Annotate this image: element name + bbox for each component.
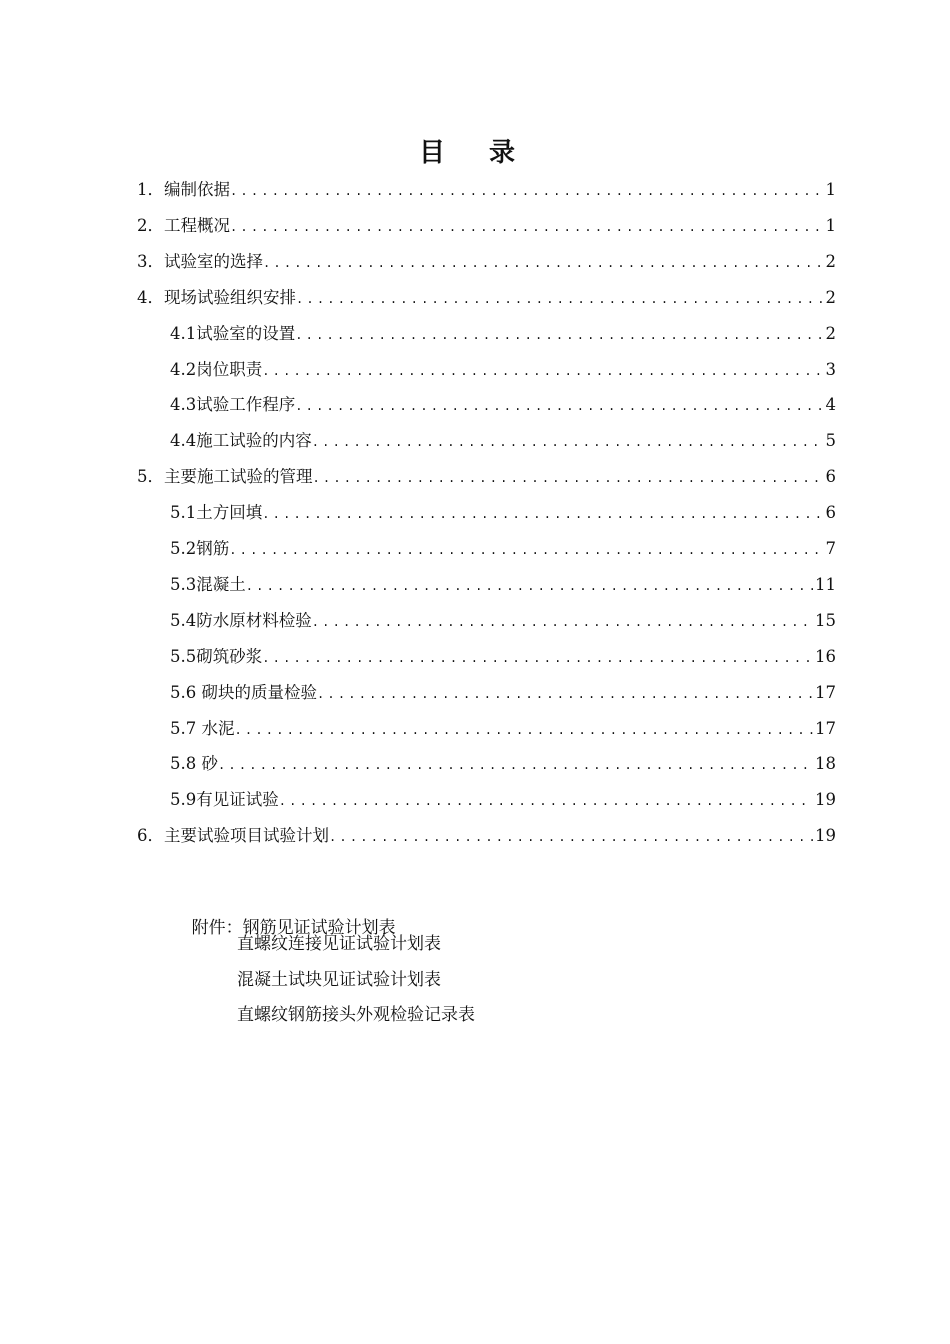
toc-entry[interactable] xyxy=(137,244,836,280)
toc-leader-dots xyxy=(229,532,823,568)
toc-entry-label: 水泥 xyxy=(196,718,235,738)
toc-leader-dots xyxy=(262,353,823,389)
toc-entry-label: 混凝土 xyxy=(196,574,246,594)
toc-leader-dots xyxy=(263,245,824,281)
toc-entry-number: 4.4 xyxy=(170,431,197,451)
toc-entry-label: 试验室的设置 xyxy=(196,323,296,343)
attachment-prefix: 附件： xyxy=(191,918,243,938)
toc-leader-dots xyxy=(279,783,813,819)
toc-leader-dots xyxy=(295,388,823,424)
toc-entry[interactable] xyxy=(170,531,836,567)
toc-entry[interactable] xyxy=(170,352,836,388)
toc-leader-dots xyxy=(313,460,824,496)
toc-entry[interactable] xyxy=(170,603,836,639)
toc-leader-dots xyxy=(317,676,813,712)
toc-entry-number: 5.1 xyxy=(170,503,197,523)
toc-entry-number: 5.3 xyxy=(170,574,197,594)
toc-entry[interactable] xyxy=(170,639,836,675)
toc-entry-page: 6 xyxy=(825,503,836,523)
toc-leader-dots xyxy=(312,424,824,460)
toc-entry-page: 7 xyxy=(825,539,836,558)
toc-leader-dots xyxy=(329,819,813,855)
toc-entry[interactable] xyxy=(170,387,836,423)
toc-entry-page: 18 xyxy=(815,754,836,774)
toc-entry-page: 15 xyxy=(815,610,836,630)
toc-leader-dots xyxy=(312,604,813,640)
toc-entry[interactable] xyxy=(170,782,836,818)
toc-entry-number: 3． xyxy=(137,251,164,271)
toc-entry-number: 5． xyxy=(137,467,164,487)
toc-entry-label: 主要试验项目试验计划 xyxy=(164,826,329,846)
toc-entry-page: 17 xyxy=(815,682,836,702)
toc-entry-label: 钢筋 xyxy=(196,539,230,558)
toc-entry-page: 1 xyxy=(825,215,836,235)
toc-leader-dots xyxy=(296,281,824,317)
toc-entry-label: 施工试验的内容 xyxy=(196,431,312,451)
toc-entry-label: 砂 xyxy=(196,754,218,774)
page-title: 目录 xyxy=(418,138,559,168)
toc-leader-dots xyxy=(295,317,823,353)
toc-entry-page: 3 xyxy=(825,359,836,379)
toc-entry[interactable] xyxy=(170,746,836,782)
toc-entry-page: 2 xyxy=(825,287,836,307)
toc-entry-page: 1 xyxy=(825,180,836,199)
toc-leader-dots xyxy=(230,209,824,245)
toc-entry-label: 试验工作程序 xyxy=(196,395,296,415)
toc-entry-page: 2 xyxy=(825,323,836,343)
toc-entry-page: 4 xyxy=(825,395,836,415)
toc-entry[interactable] xyxy=(170,316,836,352)
toc-entry-number: 5.5 xyxy=(170,646,197,666)
toc-entry-number: 4． xyxy=(137,287,164,307)
toc-leader-dots xyxy=(262,496,823,532)
toc-entry-number: 2． xyxy=(137,215,164,235)
toc-entry-label: 有见证试验 xyxy=(196,790,279,810)
toc-entry-page: 11 xyxy=(815,574,836,594)
toc-entry-label: 土方回填 xyxy=(196,503,263,523)
toc-entry-number: 5.9 xyxy=(170,790,197,810)
toc-entry-label: 岗位职责 xyxy=(196,359,263,379)
toc-entry[interactable] xyxy=(170,495,836,531)
toc-entry-page: 19 xyxy=(815,826,836,846)
toc-entry-number: 4.1 xyxy=(170,323,197,343)
toc-entry[interactable] xyxy=(137,459,836,495)
toc-entry-page: 2 xyxy=(825,251,836,271)
toc-entry-number: 4.2 xyxy=(170,359,197,379)
toc-entry[interactable] xyxy=(170,567,836,603)
toc-entry-label: 编制依据 xyxy=(164,180,230,199)
toc-entry-number: 5.7 xyxy=(170,718,197,738)
attachment-item: 直螺纹连接见证试验计划表 xyxy=(237,934,441,954)
toc-entry-number: 6． xyxy=(137,826,164,846)
toc-entry[interactable] xyxy=(137,818,836,854)
toc-entry-label: 现场试验组织安排 xyxy=(164,287,296,307)
toc-entry-label: 砌块的质量检验 xyxy=(196,682,317,702)
toc-entry-label: 试验室的选择 xyxy=(164,251,263,271)
toc-entry-number: 5.4 xyxy=(170,610,197,630)
toc-entry[interactable] xyxy=(170,675,836,711)
toc-entry-page: 6 xyxy=(825,467,836,487)
toc-entry-number: 5.2 xyxy=(170,539,197,558)
attachment-item: 混凝土试块见证试验计划表 xyxy=(237,970,441,990)
toc-leader-dots xyxy=(218,747,813,783)
toc-entry-page: 17 xyxy=(815,718,836,738)
toc-entry-label: 工程概况 xyxy=(164,215,230,235)
toc-leader-dots xyxy=(262,640,813,676)
toc-entry[interactable] xyxy=(137,208,836,244)
toc-entry[interactable] xyxy=(137,280,836,316)
toc-entry-page: 19 xyxy=(815,790,836,810)
toc-entry-number: 1． xyxy=(137,180,164,199)
toc-leader-dots xyxy=(230,173,824,209)
toc-entry-label: 防水原材料检验 xyxy=(196,610,312,630)
toc-entry-number: 5.6 xyxy=(170,682,197,702)
toc-entry-page: 5 xyxy=(825,431,836,451)
toc-entry[interactable] xyxy=(170,711,836,747)
toc-entry-number: 5.8 xyxy=(170,754,197,774)
toc-leader-dots xyxy=(235,712,814,748)
attachment-item: 直螺纹钢筋接头外观检验记录表 xyxy=(237,1005,475,1025)
toc-entry-label: 砌筑砂浆 xyxy=(196,646,263,666)
attachment-item: 钢筋见证试验计划表 xyxy=(242,918,396,938)
toc-entry-page: 16 xyxy=(815,646,836,666)
toc-leader-dots xyxy=(246,568,813,604)
toc-entry[interactable] xyxy=(137,172,836,208)
toc-entry-label: 主要施工试验的管理 xyxy=(164,467,313,487)
toc-entry-number: 4.3 xyxy=(170,395,197,415)
toc-entry[interactable] xyxy=(170,423,836,459)
